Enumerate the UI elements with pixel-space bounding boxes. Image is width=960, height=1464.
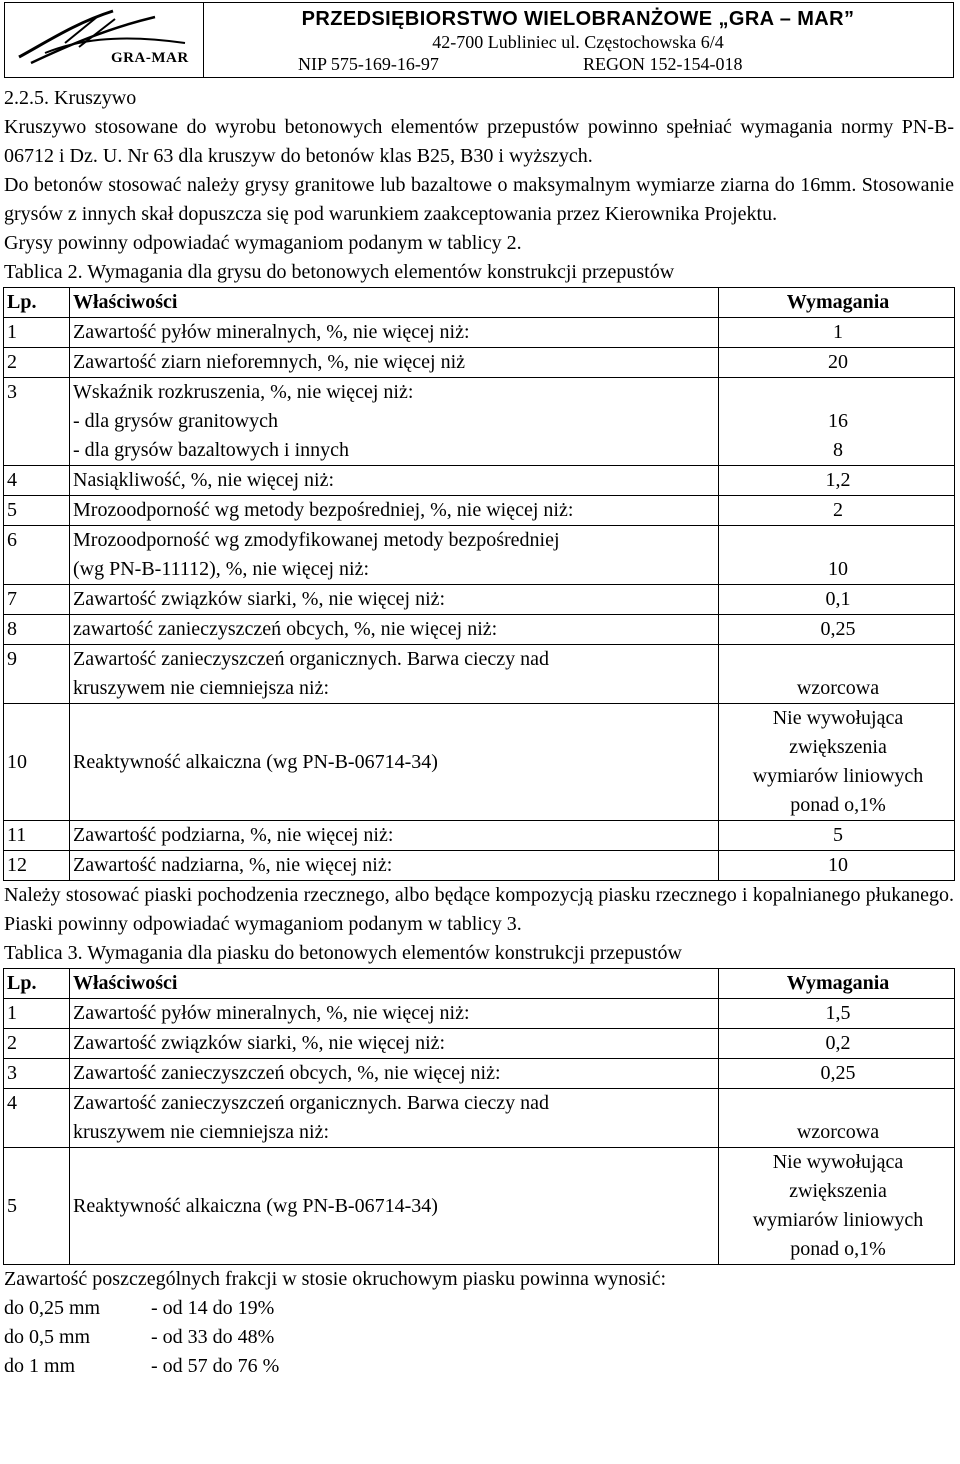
requirement-line: 16 (828, 410, 848, 432)
document-body (4, 84, 954, 1381)
table-row (4, 1059, 955, 1089)
row-requirement (719, 1089, 955, 1148)
row-number: 12 (4, 851, 70, 881)
row-property (70, 1029, 719, 1059)
table-row (4, 585, 955, 615)
row-number: 3 (4, 378, 70, 466)
table-row (4, 821, 955, 851)
row-property (70, 1059, 719, 1089)
row-property (70, 1148, 719, 1265)
row-requirement (719, 1029, 955, 1059)
fraction-row (4, 1352, 954, 1381)
requirement-line: 2 (833, 499, 843, 521)
row-number: 9 (4, 645, 70, 704)
table3-body (4, 999, 955, 1265)
table-row (4, 526, 955, 585)
property-line: Zawartość zanieczyszczeń obcych, %, nie więcej niż: (73, 1062, 501, 1084)
table3-header-row (4, 969, 955, 999)
requirement-line: zwiększenia (789, 1180, 887, 1202)
requirement-line: 8 (833, 439, 843, 461)
property-line: Zawartość pyłów mineralnych, %, nie więcej niż: (73, 321, 470, 343)
requirement-line: 0,25 (820, 618, 856, 640)
company-logo (5, 3, 204, 77)
row-requirement (719, 318, 955, 348)
table-row (4, 851, 955, 881)
row-requirement (719, 704, 955, 821)
property-line: kruszywem nie ciemniejsza niż: (73, 1121, 330, 1143)
header-lp: Lp. (4, 288, 70, 318)
table-row (4, 348, 955, 378)
requirement-line: wzorcowa (796, 677, 880, 699)
row-property (70, 704, 719, 821)
row-requirement (719, 645, 955, 704)
sand-paragraph: Należy stosować piaski pochodzenia rzecznego, albo będące kompozycją piasku rzecznego i kopalnianego płukanego. Piaski powinny odpowiadać wymaganiom podanym w tablicy 3. (4, 884, 954, 935)
property-line: Zawartość związków siarki, %, nie więcej niż: (73, 588, 446, 610)
property-line: Reaktywność alkaiczna (wg PN-B-06714-34) (73, 1194, 438, 1217)
row-property (70, 585, 719, 615)
property-line: Mrozoodporność wg metody bezpośredniej, %, nie więcej niż: (73, 499, 574, 521)
row-requirement (719, 821, 955, 851)
row-property (70, 851, 719, 881)
property-line: Zawartość pyłów mineralnych, %, nie więcej niż: (73, 1002, 470, 1024)
row-number: 1 (4, 999, 70, 1029)
requirement-line: wymiarów liniowych (752, 765, 924, 787)
row-requirement (719, 585, 955, 615)
intro-paragraph: Kruszywo stosowane do wyrobu betonowych elementów przepustów powinno spełniać wymagania normy PN-B-06712 i Dz. U. Nr 63 dla kruszyw do betonów klas B25, B30 i wyższych. (4, 116, 954, 167)
property-line: Wskaźnik rozkruszenia, %, nie więcej niż: (73, 381, 414, 403)
property-line: kruszywem nie ciemniejsza niż: (73, 677, 330, 699)
requirement-line: wymiarów liniowych (752, 1209, 924, 1231)
property-line: Zawartość zanieczyszczeń organicznych. Barwa cieczy nad (73, 1092, 550, 1114)
row-requirement (719, 526, 955, 585)
row-number: 2 (4, 348, 70, 378)
table-row (4, 999, 955, 1029)
fraction-range: - od 33 do 48% (151, 1326, 275, 1348)
row-requirement (719, 1059, 955, 1089)
property-line: Zawartość ziarn nieforemnych, %, nie więcej niż (73, 351, 466, 373)
document-header (4, 2, 954, 78)
row-requirement (719, 999, 955, 1029)
row-number: 10 (4, 704, 70, 821)
grit-reference: Grysy powinny odpowiadać wymaganiom podanym w tablicy 2. (4, 232, 522, 254)
table2-body (4, 318, 955, 881)
company-regon: REGON 152-154-018 (583, 54, 743, 74)
row-property (70, 821, 719, 851)
requirement-line: 0,25 (820, 1062, 856, 1084)
row-property (70, 378, 719, 466)
requirement-line: 1,5 (825, 1002, 851, 1024)
property-line: Zawartość nadziarna, %, nie więcej niż: (73, 854, 393, 876)
row-requirement (719, 615, 955, 645)
company-info (203, 3, 953, 77)
header-requirements: Wymagania (719, 288, 955, 318)
row-number: 2 (4, 1029, 70, 1059)
row-number: 8 (4, 615, 70, 645)
table-row (4, 318, 955, 348)
grit-paragraph: Do betonów stosować należy grysy granitowe lub bazaltowe o maksymalnym wymiarze ziarna do 16mm. Stosowanie grysów z innych skał dopuszcza się pod warunkiem zaakceptowania przez Kierownika Projektu. (4, 174, 954, 225)
company-name: PRZEDSIĘBIORSTWO WIELOBRANŻOWE „GRA – MAR” (301, 8, 855, 30)
requirement-line: ponad o,1% (790, 1238, 886, 1260)
row-number: 5 (4, 1148, 70, 1265)
requirement-line: ponad o,1% (790, 794, 886, 816)
property-line: - dla grysów granitowych (73, 410, 278, 432)
section-heading: 2.2.5. Kruszywo (4, 87, 137, 109)
requirement-line: Nie wywołująca (772, 1151, 904, 1173)
row-property (70, 526, 719, 585)
table-row (4, 466, 955, 496)
table-row (4, 378, 955, 466)
property-line: Mrozoodporność wg zmodyfikowanej metody bezpośredniej (73, 529, 560, 551)
table-row (4, 1148, 955, 1265)
table3 (3, 968, 955, 1265)
table2 (3, 287, 955, 881)
row-number: 1 (4, 318, 70, 348)
table2-caption: Tablica 2. Wymagania dla grysu do betonowych elementów konstrukcji przepustów (4, 261, 675, 283)
requirement-line: 10 (828, 558, 848, 580)
fractions-intro: Zawartość poszczególnych frakcji w stosie okruchowym piasku powinna wynosić: (4, 1268, 667, 1290)
requirement-line: 1 (833, 321, 843, 343)
property-line: Reaktywność alkaiczna (wg PN-B-06714-34) (73, 750, 438, 773)
fraction-size: do 0,25 mm (4, 1297, 101, 1319)
fraction-row (4, 1294, 954, 1323)
table-row (4, 645, 955, 704)
row-requirement (719, 466, 955, 496)
row-requirement (719, 1148, 955, 1265)
header-properties: Właściwości (70, 288, 719, 318)
requirement-line: 5 (833, 824, 843, 846)
requirement-line: wzorcowa (796, 1121, 880, 1143)
fraction-range: - od 57 do 76 % (151, 1355, 280, 1377)
row-requirement (719, 851, 955, 881)
company-ids (203, 53, 953, 75)
company-address: 42-700 Lubliniec ul. Częstochowska 6/4 (432, 32, 724, 52)
fraction-size: do 0,5 mm (4, 1326, 91, 1348)
row-requirement (719, 496, 955, 526)
row-property (70, 496, 719, 526)
row-property (70, 645, 719, 704)
requirement-line: Nie wywołująca (772, 707, 904, 729)
requirement-line: 20 (828, 351, 848, 373)
row-number: 6 (4, 526, 70, 585)
row-number: 4 (4, 466, 70, 496)
table-row (4, 1029, 955, 1059)
row-requirement (719, 348, 955, 378)
property-line: Nasiąkliwość, %, nie więcej niż: (73, 469, 335, 491)
table3-caption: Tablica 3. Wymagania dla piasku do betonowych elementów konstrukcji przepustów (4, 942, 682, 964)
row-number: 5 (4, 496, 70, 526)
fraction-row (4, 1323, 954, 1352)
property-line: (wg PN-B-11112), %, nie więcej niż: (73, 558, 370, 580)
requirement-line: zwiększenia (789, 736, 887, 758)
header-lp: Lp. (4, 969, 70, 999)
logo-text: GRA-MAR (111, 50, 189, 66)
property-line: Zawartość związków siarki, %, nie więcej niż: (73, 1032, 446, 1054)
row-number: 7 (4, 585, 70, 615)
requirement-line: 0,1 (825, 588, 851, 610)
fractions-list (4, 1294, 954, 1381)
row-property (70, 348, 719, 378)
row-number: 11 (4, 821, 70, 851)
header-requirements: Wymagania (719, 969, 955, 999)
requirement-line: 0,2 (825, 1032, 851, 1054)
header-properties: Właściwości (70, 969, 719, 999)
table-row (4, 704, 955, 821)
table2-header-row (4, 288, 955, 318)
fraction-range: - od 14 do 19% (151, 1297, 275, 1319)
fraction-size: do 1 mm (4, 1355, 76, 1377)
row-property (70, 615, 719, 645)
row-number: 4 (4, 1089, 70, 1148)
row-requirement (719, 378, 955, 466)
row-property (70, 318, 719, 348)
company-nip: NIP 575-169-16-97 (298, 54, 439, 74)
table-row (4, 615, 955, 645)
property-line: zawartość zanieczyszczeń obcych, %, nie więcej niż: (73, 618, 498, 640)
property-line: Zawartość podziarna, %, nie więcej niż: (73, 824, 394, 846)
row-property (70, 466, 719, 496)
property-line: Zawartość zanieczyszczeń organicznych. Barwa cieczy nad (73, 648, 550, 670)
property-line: - dla grysów bazaltowych i innych (73, 439, 350, 461)
requirement-line: 10 (828, 854, 848, 876)
row-property (70, 1089, 719, 1148)
requirement-line: 1,2 (825, 469, 851, 491)
row-number: 3 (4, 1059, 70, 1089)
row-property (70, 999, 719, 1029)
table-row (4, 1089, 955, 1148)
table-row (4, 496, 955, 526)
